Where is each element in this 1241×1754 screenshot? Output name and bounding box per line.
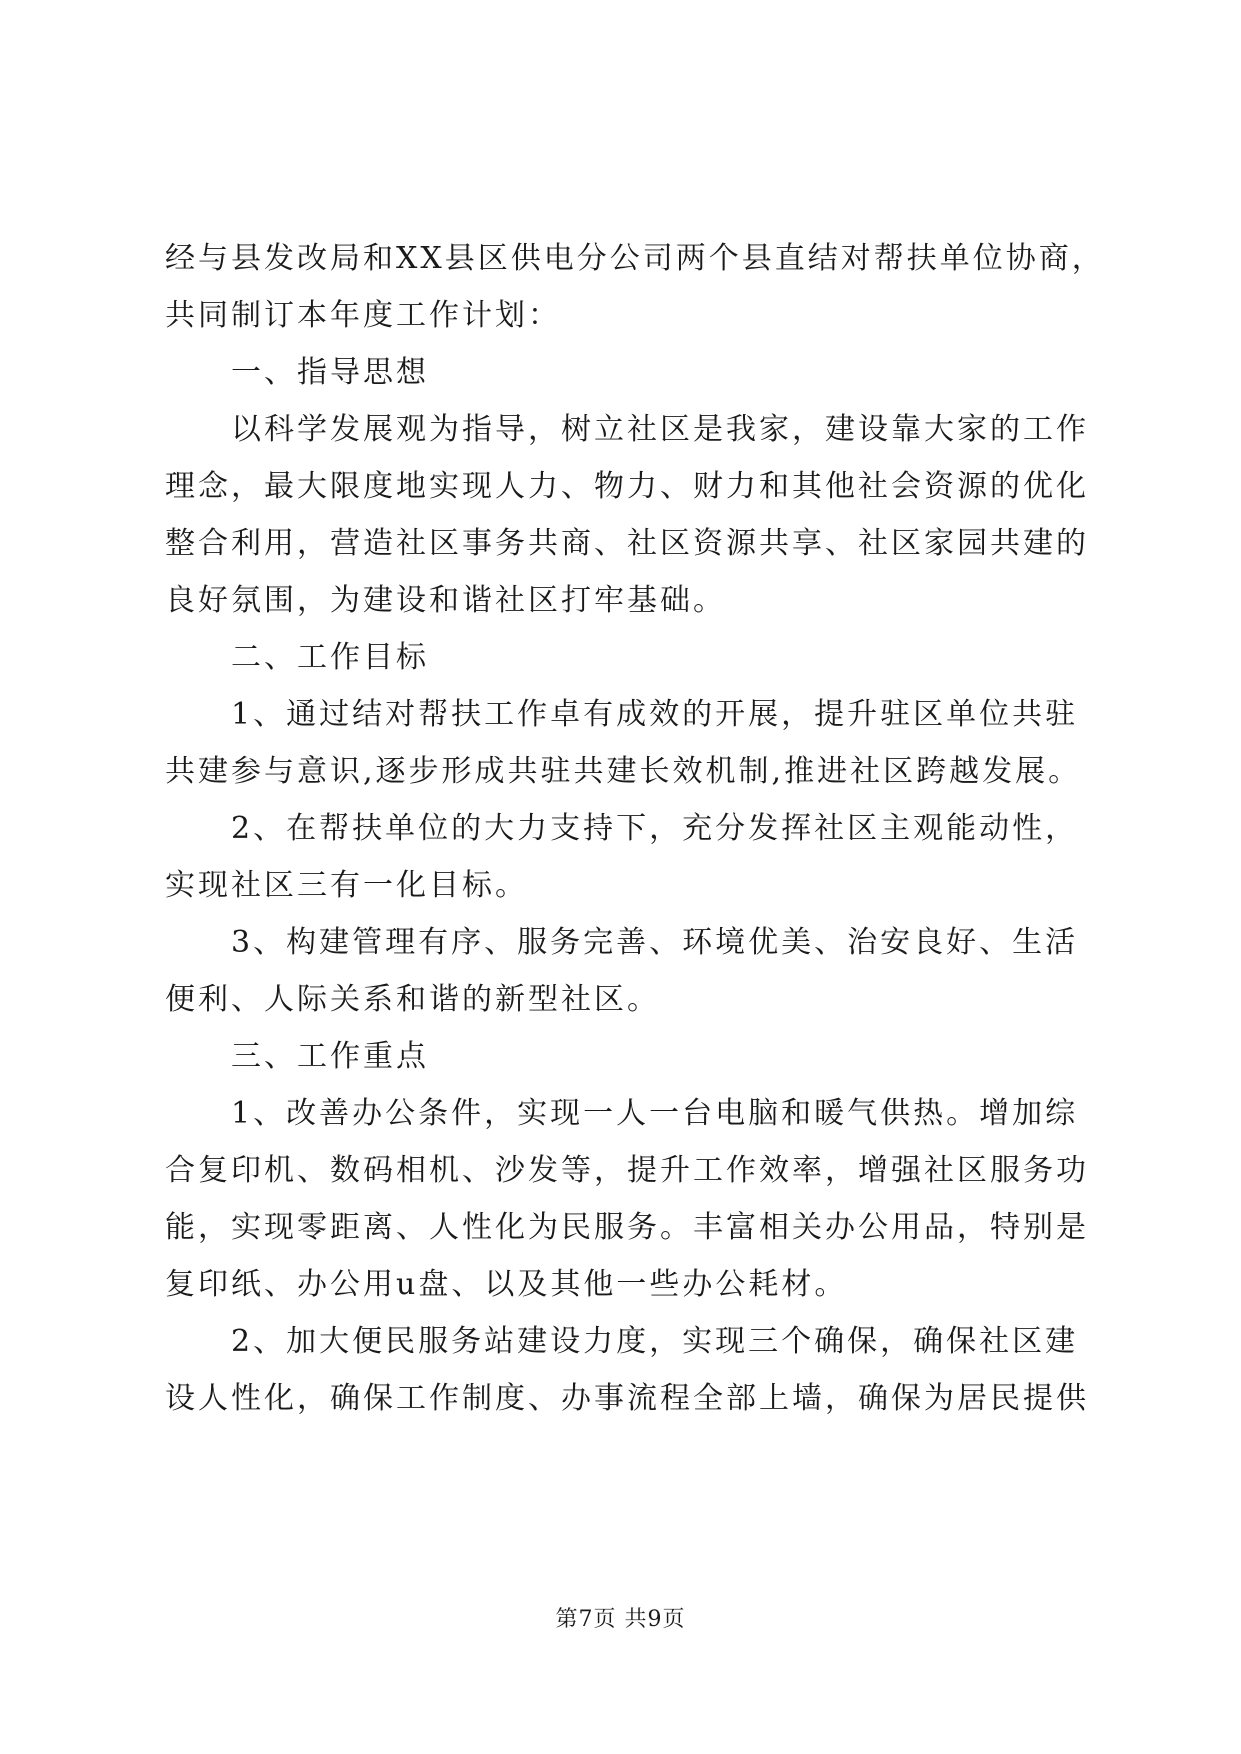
text-line: 共建参与意识,逐步形成共驻共建长效机制,推进社区跨越发展。 — [165, 754, 1082, 789]
text-line: 2、在帮扶单位的大力支持下，充分发挥社区主观能动性， — [231, 811, 1079, 846]
text-line: 一、指导思想 — [231, 355, 429, 390]
text-line: 能，实现零距离、人性化为民服务。丰富相关办公用品，特别是 — [165, 1210, 1089, 1245]
text-line: 实现社区三有一化目标。 — [165, 868, 528, 903]
text-line: 设人性化，确保工作制度、办事流程全部上墙，确保为居民提供 — [165, 1381, 1089, 1416]
text-line: 1、通过结对帮扶工作卓有成效的开展，提升驻区单位共驻 — [231, 697, 1079, 732]
text-line: 良好氛围，为建设和谐社区打牢基础。 — [165, 583, 726, 618]
text-line: 3、构建管理有序、服务完善、环境优美、治安良好、生活 — [231, 925, 1079, 960]
text-line: 1、改善办公条件，实现一人一台电脑和暖气供热。增加综 — [231, 1096, 1079, 1131]
text-line: 理念，最大限度地实现人力、物力、财力和其他社会资源的优化 — [165, 469, 1089, 504]
document-body — [165, 230, 1105, 1427]
text-line: 共同制订本年度工作计划： — [165, 298, 561, 333]
text-line: 合复印机、数码相机、沙发等，提升工作效率，增强社区服务功 — [165, 1153, 1089, 1188]
text-line: 便利、人际关系和谐的新型社区。 — [165, 982, 660, 1017]
page-footer: 第7页 共9页 — [555, 1607, 686, 1632]
text-line: 复印纸、办公用u盘、以及其他一些办公耗材。 — [165, 1267, 848, 1302]
text-line: 三、工作重点 — [231, 1039, 429, 1074]
text-line: 整合利用，营造社区事务共商、社区资源共享、社区家园共建的 — [165, 526, 1089, 561]
text-line: 经与县发改局和XX县区供电分公司两个县直结对帮扶单位协商， — [165, 241, 1105, 276]
text-line: 以科学发展观为指导，树立社区是我家，建设靠大家的工作 — [231, 412, 1089, 447]
text-line: 二、工作目标 — [231, 640, 429, 675]
text-line: 2、加大便民服务站建设力度，实现三个确保，确保社区建 — [231, 1324, 1079, 1359]
